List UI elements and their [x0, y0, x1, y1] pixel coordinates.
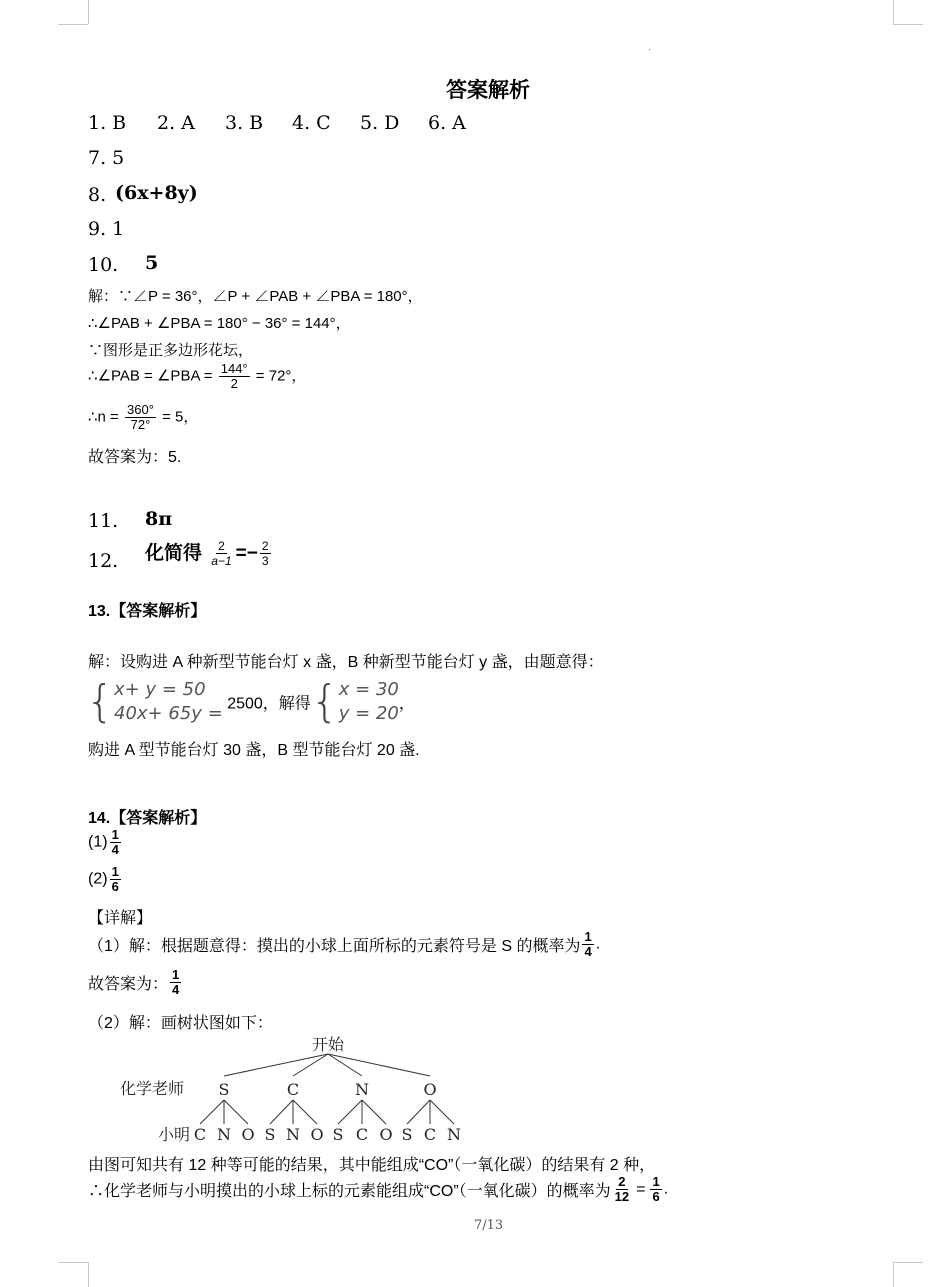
q14-part-1 — [88, 828, 123, 857]
q13-mid-text: 2500，解得 — [227, 695, 311, 713]
corner-mark — [58, 24, 88, 25]
fraction-numerator: 1 — [584, 929, 592, 944]
fraction-denominator: 6 — [111, 879, 119, 894]
tree-leaf: S — [264, 1125, 276, 1144]
q14-line-1-pre: （1）解：根据题意得：摸出的小球上面所标的元素符号是 S 的概率为 — [88, 938, 581, 955]
answer-11: 8π — [145, 508, 173, 530]
fraction-denominator: 2 — [230, 376, 238, 391]
page-title: 答案解析 — [446, 77, 530, 102]
tree-node: N — [355, 1080, 369, 1099]
answer-3: 3. B — [225, 112, 264, 134]
q10-line-4 — [88, 362, 306, 391]
fraction-denominator: 6 — [652, 1189, 660, 1204]
tree-leaf: O — [310, 1125, 324, 1144]
equation-system-2 — [339, 678, 399, 726]
tree-leaf: N — [217, 1125, 231, 1144]
tree-edges-level2 — [200, 1100, 454, 1124]
fraction-denominator: 4 — [172, 982, 180, 997]
answer-1: 1. B — [88, 112, 127, 134]
corner-mark — [893, 1262, 923, 1263]
fraction-numerator: 2 — [218, 539, 225, 554]
corner-mark — [893, 0, 894, 24]
fraction — [260, 539, 271, 568]
corner-mark — [88, 1262, 89, 1287]
q13-line-3: 购进 A 型节能台灯 30 盏，B 型节能台灯 20 盏. — [88, 742, 420, 759]
q14-line-1-post: . — [595, 935, 601, 953]
tree-leaf: C — [355, 1125, 369, 1144]
q10-line-6: 故答案为：5. — [88, 449, 182, 466]
q14-part-2-label: (2) — [88, 870, 108, 888]
fraction-denominator: 4 — [111, 842, 119, 857]
left-brace: { — [310, 676, 339, 727]
answer-11-number: 11. — [88, 510, 119, 532]
tree-leaf: N — [286, 1125, 300, 1144]
q14-part-1-label: (1) — [88, 833, 108, 851]
equation: y = 20 — [338, 703, 399, 724]
tree-leaf: S — [332, 1125, 344, 1144]
corner-mark — [893, 24, 923, 25]
answer-12-eq: =− — [235, 543, 258, 564]
tree-root: 开始 — [311, 1035, 345, 1054]
answer-9: 9. 1 — [88, 218, 125, 240]
q14-line-4: 由图可知共有 12 种等可能的结果，其中能组成“CO”（一氧化碳）的结果有 2 种， — [88, 1157, 656, 1174]
q14-line-2-pre: 故答案为： — [88, 976, 169, 993]
fraction — [110, 828, 121, 857]
fraction-numerator: 144° — [220, 361, 248, 376]
q14-detail-heading: 【详解】 — [88, 910, 153, 927]
corner-mark — [893, 1262, 894, 1287]
fraction — [582, 930, 593, 959]
fraction — [650, 1175, 661, 1204]
tree-leaf: C — [193, 1125, 207, 1144]
q13-heading: 13.【答案解析】 — [88, 603, 207, 620]
q14-line-1 — [88, 930, 600, 959]
q14-line-3: （2）解：画树状图如下： — [88, 1015, 273, 1032]
fraction-denominator: 12 — [614, 1189, 630, 1204]
tree-node: C — [286, 1080, 300, 1099]
q14-line-5 — [88, 1175, 668, 1204]
corner-mark — [58, 1262, 88, 1263]
answer-10: 5 — [145, 252, 159, 274]
answer-12 — [145, 538, 273, 568]
answer-12-number: 12. — [88, 550, 119, 572]
tree-edges-level1 — [224, 1054, 430, 1076]
q14-line-2 — [88, 968, 183, 997]
answer-12-text: 化简得 — [145, 542, 203, 564]
tree-leaf: N — [447, 1125, 461, 1144]
q10-line-5-pre: ∴n = — [88, 408, 119, 426]
fraction-numerator: 2 — [261, 539, 269, 554]
tree-node: O — [423, 1080, 437, 1099]
answer-4: 4. C — [292, 112, 331, 134]
tree-level1-label: 化学老师 — [120, 1079, 185, 1098]
answer-10-number: 10. — [88, 254, 119, 276]
q13-comma: ， — [398, 695, 415, 713]
q13-systems — [86, 678, 415, 726]
tree-leaf: O — [241, 1125, 255, 1144]
tree-level2-label: 小明 — [158, 1125, 191, 1144]
q10-line-2: ∴∠PAB + ∠PBA = 180° − 36° = 144°， — [88, 315, 351, 332]
fraction-denominator: 3 — [261, 554, 269, 569]
q10-line-3: ∵图形是正多边形花坛， — [88, 342, 254, 359]
fraction-denominator: 4 — [584, 944, 592, 959]
page-number: 7/13 — [474, 1218, 504, 1233]
fraction — [219, 362, 250, 391]
fraction-numerator: 1 — [652, 1174, 660, 1189]
fraction — [613, 1175, 631, 1204]
q14-line-5-eq: = — [636, 1180, 646, 1198]
answer-2: 2. A — [157, 112, 195, 134]
fraction-numerator: 1 — [111, 827, 119, 842]
left-brace: { — [86, 676, 114, 727]
q10-line-5-post: = 5， — [162, 408, 199, 426]
q10-line-1: 解：∵∠P = 36°，∠P + ∠PAB + ∠PBA = 180°， — [88, 288, 423, 305]
fraction-numerator: 360° — [127, 402, 154, 417]
answer-8: (6x+8y) — [115, 182, 198, 204]
q10-line-4-pre: ∴∠PAB = ∠PBA = — [88, 367, 213, 385]
q14-line-5-post: . — [663, 1180, 669, 1198]
fraction-denominator: 72° — [130, 417, 151, 432]
corner-mark — [88, 0, 89, 24]
tree-node: S — [218, 1080, 230, 1099]
tree-diagram — [110, 1030, 490, 1146]
equation: 40x+ 65y = — [114, 703, 223, 724]
tree-leaf: C — [423, 1125, 437, 1144]
fraction-denominator: a−1 — [211, 554, 232, 569]
equation: x+ y = 50 — [114, 679, 206, 700]
answer-6: 6. A — [428, 112, 466, 134]
fraction — [170, 968, 181, 997]
q14-part-2 — [88, 865, 123, 894]
tree-leaf: S — [401, 1125, 413, 1144]
fraction — [209, 539, 233, 568]
equation: x = 30 — [338, 679, 399, 700]
q13-line-1: 解：设购进 A 种新型节能台灯 x 盏，B 种新型节能台灯 y 盏，由题意得： — [88, 654, 604, 671]
stray-dot: · — [648, 44, 652, 55]
fraction-numerator: 1 — [172, 967, 180, 982]
q14-heading: 14.【答案解析】 — [88, 810, 207, 827]
fraction-numerator: 2 — [618, 1174, 626, 1189]
answer-8-number: 8. — [88, 184, 107, 206]
equation-system-1 — [114, 678, 223, 726]
fraction-numerator: 1 — [111, 864, 119, 879]
fraction — [125, 403, 156, 432]
tree-leaf: O — [379, 1125, 393, 1144]
answer-7: 7. 5 — [88, 147, 125, 169]
answer-5: 5. D — [360, 112, 400, 134]
q10-line-5 — [88, 403, 198, 432]
fraction — [110, 865, 121, 894]
q10-line-4-post: = 72°， — [255, 367, 307, 385]
q14-line-5-pre: ∴化学老师与小明摸出的小球上标的元素能组成“CO”（一氧化碳）的概率为 — [88, 1183, 611, 1200]
